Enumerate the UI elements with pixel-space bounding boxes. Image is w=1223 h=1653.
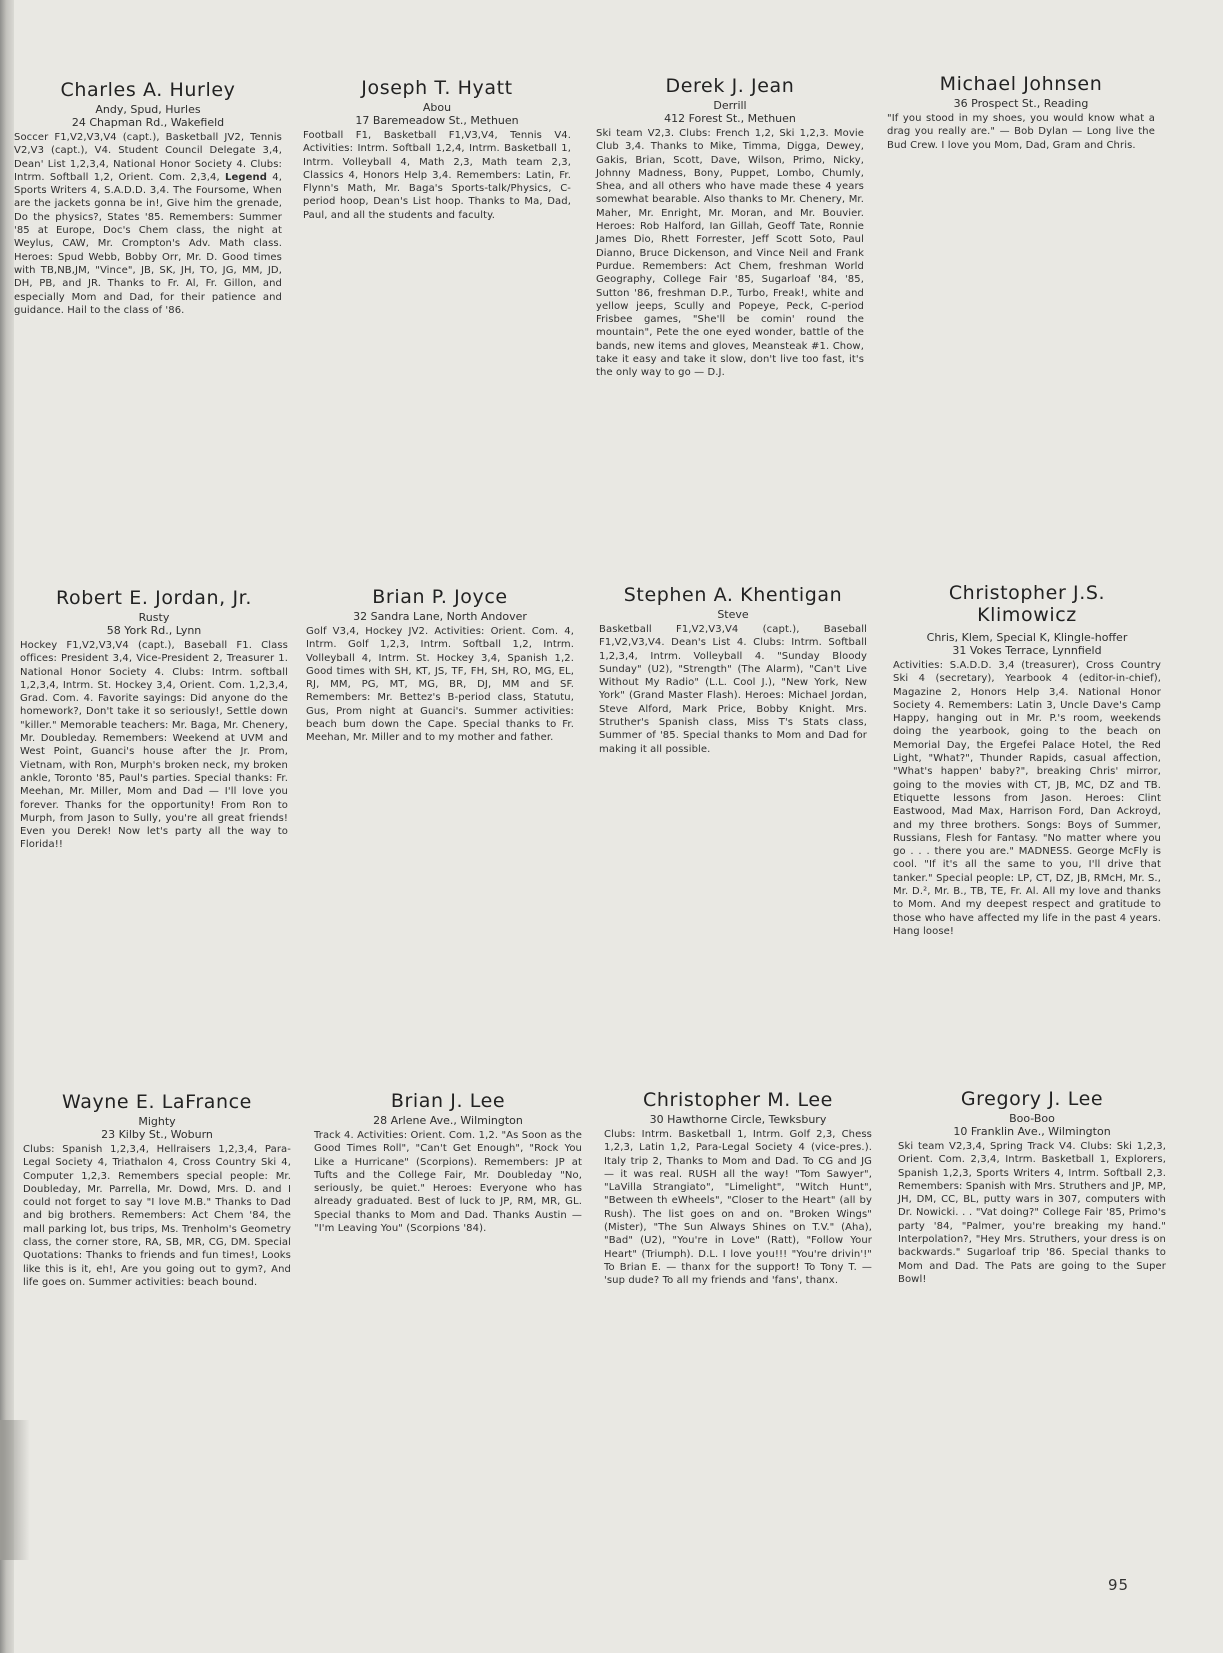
senior-entry-joyce — [306, 586, 574, 745]
student-bio: Ski team V2,3. Clubs: French 1,2, Ski 1,2,3. Movie Club 3,4. Thanks to Mike, Timma, Digga, Dewey, Gakis, Brian, Scott, Dave, Wilson, Primo, Nicky, Johnny Madness, Bony, Puppet, Lombo, Chumly, Shea, and all others who have made these 4 years somewhat bearable. Also thanks to Mr. Chenery, Mr. Maher, Mr. Enright, Mr. Moran, and Mr. Bouvier. Heroes: Rob Halford, Ian Gillah, Geoff Tate, Ronnie James Dio, Rhett Forrester, Jeff Scott Soto, Paul Dianno, Bruce Dickenson, and Vince Neil and Frank Purdue. Remembers: Act Chem, freshman World Geography, College Fair '85, Sugarloaf '84, '85, Sutton '86, freshman D.P., Turbo, Freak!, white and yellow jeeps, Scully and Popeye, Peck, C-period Frisbee games, "She'll be comin' round the mountain", Pete the one eyed wonder, battle of the bands, new items and gloves, Meansteak #1. Chow, take it easy and take it slow, don't live too fast, it's the only way to go — D.J. — [596, 128, 864, 379]
senior-entry-jean — [596, 75, 864, 380]
student-address: 17 Baremeadow St., Methuen — [355, 114, 519, 127]
student-nickname: Derrill — [713, 99, 747, 112]
page-binding-edge — [0, 0, 14, 1653]
senior-entry-brian-lee — [314, 1090, 582, 1235]
senior-entry-christopher-lee — [604, 1089, 872, 1288]
student-address: 36 Prospect St., Reading — [953, 97, 1089, 110]
student-name: Stephen A. Khentigan — [623, 584, 843, 606]
student-address: 32 Sandra Lane, North Andover — [353, 610, 527, 623]
student-name: Christopher J.S. Klimowicz — [948, 582, 1106, 626]
senior-entry-klimowicz — [893, 582, 1161, 938]
senior-entry-johnsen — [887, 73, 1155, 152]
student-name: Christopher M. Lee — [643, 1089, 833, 1111]
senior-entry-hyatt — [303, 77, 571, 222]
student-name: Wayne E. LaFrance — [62, 1091, 252, 1113]
student-name: Michael Johnsen — [939, 73, 1103, 95]
student-address: 23 Kilby St., Woburn — [101, 1128, 213, 1141]
student-nickname: Steve — [717, 608, 749, 621]
page-number: 95 — [1108, 1576, 1130, 1594]
student-name: Brian J. Lee — [390, 1090, 506, 1112]
student-address: 28 Arlene Ave., Wilmington — [373, 1114, 523, 1127]
student-address: 31 Vokes Terrace, Lynnfield — [952, 644, 1102, 657]
student-bio: Ski team V2,3,4, Spring Track V4. Clubs: Ski 1,2,3, Orient. Com. 2,3,4, Intrm. Basketball 1, Explorers, Spanish 1,2,3, Sports Writers 4, Intrm. Softball 2,3. Remembers: Spanish with Mrs. Struthers and JP, MP, JH, DM, CC, BL, putty wars in 307, computers with Dr. Nowicki. . . "Vat doing?" College Fair '85, Primo's party '84, "Palmer, you're breaking my hand." Interpolation?, "Hey Mrs. Struthers, your dress is on backwards." Sugarloaf trip '86. Special thanks to Mom and Dad. The Pats are going to the Super Bowl! — [898, 1141, 1166, 1285]
student-address: 24 Chapman Rd., Wakefield — [71, 116, 225, 129]
senior-entry-gregory-lee — [898, 1088, 1166, 1286]
senior-entry-hurley — [14, 79, 282, 317]
student-name: Joseph T. Hyatt — [361, 77, 513, 99]
student-name: Gregory J. Lee — [960, 1088, 1104, 1110]
student-name: Brian P. Joyce — [372, 586, 508, 608]
student-nickname: Andy, Spud, Hurles — [95, 103, 201, 116]
student-bio: Hockey F1,V2,V3,V4 (capt.), Baseball F1. Class offices: President 3,4, Vice-President 2, Treasurer 1. National Honor Society 4. Clubs: Intrm. softball 1,2,3,4, Intrm. St. Hockey 3,4, Orient. Com. 1,2,3,4, Grad. Com. 4. Favorite sayings: Did anyone do the homework?, Don't take it so seriously!, Settle down "killer." Memorable teachers: Mr. Baga, Mr. Chenery, Mr. Doubleday. Remembers: Weekend at UVM and West Point, Guanci's house after the Jr. Prom, Vietnam, with Ron, Murph's broken neck, my broken ankle, Toronto '85, Paul's parties. Special thanks: Fr. Meehan, Mr. Miller, Mom and Dad — I'll love you forever. Thanks for the opportunity! From Ron to Murph, from Jason to Sully, you're all great friends! Even you Derek! Now let's party all the way to Florida!! — [20, 640, 288, 851]
senior-entry-lafrance — [23, 1091, 291, 1289]
student-bio: Track 4. Activities: Orient. Com. 1,2. "As Soon as the Good Times Roll", "Can't Get Enough", "Rock You Like a Hurricane" (Scorpions). Remembers: JP at Tufts and the College Fair, Mr. Doubleday "No, seriously, be quiet." Heroes: Everyone who has already graduated. Best of luck to JP, RM, MR, GL. Special thanks to Mom and Dad. Thanks Austin — "I'm Leaving You" (Scorpions '84). — [314, 1130, 582, 1235]
student-bio: Clubs: Intrm. Basketball 1, Intrm. Golf 2,3, Chess 1,2,3, Latin 1,2, Para-Legal Society 4 (vice-pres.). Italy trip 2, Thanks to Mom and Dad. To CG and JG — it was real. RUSH all the way! "Tom Sawyer", "LaVilla Strangiato", "Limelight", "Witch Hunt", "Between th eWheels", "Closer to the Heart" (all by Rush). The list goes on and on. "Broken Wings" (Mister), "The Sun Always Shines on T.V." (Aha), "Bad" (U2), "You're in Love" (Ratt), "Follow Your Heart" (Triumph). D.L. I love you!!! "You're drivin'!" To Brian E. — thanx for the support! To Tony T. — 'sup dude? To all my friends and 'fans', thanx. — [604, 1129, 872, 1287]
student-nickname: Abou — [422, 101, 452, 114]
student-nickname: Boo-Boo — [1009, 1112, 1055, 1125]
student-address: 58 York Rd., Lynn — [106, 624, 202, 637]
student-bio: Soccer F1,V2,V3,V4 (capt.), Basketball JV2, Tennis V2,V3 (capt.), V4. Student Council Delegate 3,4, Dean' List 1,2,3,4, National Honor Society 4. Clubs: Intrm. Softball 1,2, Orient. Com. 2,3,4, Legend 4, Sports Writers 4, S.A.D.D. 3,4. The Foursome, When are the jackets gonna be in!, Give him the grenade, Do the physics?, States '85. Remembers: Summer '85 at Europe, Doc's Chem class, the night at Weylus, CAW, Mr. Crompton's Adv. Math class. Heroes: Spud Webb, Bobby Orr, Mr. D. Good times with TB,NB,JM, "Vince", JB, SK, JH, TO, JG, MM, JD, DH, PB, and JR. Thanks to Fr. Al, Fr. Gillon, and especially Mom and Dad, for their patience and guidance. Hail to the class of '86. — [14, 132, 282, 316]
student-nickname: Chris, Klem, Special K, Klingle-hoffer — [926, 631, 1128, 644]
student-bio: Clubs: Spanish 1,2,3,4, Hellraisers 1,2,3,4, Para-Legal Society 4, Triathalon 4, Cross Country Ski 4, Computer 1,2,3. Remembers special people: Mr. Doubleday, Mr. Parrella, Mr. Dowd, Mrs. D. and I could not forget to say "I love M.B." Thanks to Dad and big brothers. Remembers: Act Chem '84, the mall parking lot, bus trips, Ms. Trenholm's Geometry class, the corner store, RA, SB, MR, CG, DM. Special Quotations: Thanks to friends and fun times!, Looks like this is it, eh!, Are you going out to gym?, And life goes on. Summer activities: beach bound. — [23, 1144, 291, 1288]
student-name: Derek J. Jean — [665, 75, 795, 97]
student-address: 10 Franklin Ave., Wilmington — [953, 1125, 1111, 1138]
senior-entry-jordan — [20, 587, 288, 852]
student-name: Charles A. Hurley — [60, 79, 236, 101]
student-bio: Football F1, Basketball F1,V3,V4, Tennis V4. Activities: Intrm. Softball 1,2,4, Intrm. Basketball 1, Intrm. Volleyball 4, Math 2,3, Math team 2,3, Classics 4, Honors Help 3,4. Remembers: Latin, Fr. Flynn's Math, Mr. Baga's Sports-talk/Physics, C-period hoop, Dean's List hoop. Thanks to Ma, Dad, Paul, and all the students and faculty. — [303, 130, 571, 221]
student-bio: Activities: S.A.D.D. 3,4 (treasurer), Cross Country Ski 4 (secretary), Yearbook 4 (editor-in-chief), Magazine 2, Honors Help 3,4. National Honor Society 4. Remembers: Latin 3, Uncle Dave's Camp Happy, hanging out in Mr. P.'s room, weekends doing the yearbook, going to the beach on Memorial Day, the Ergefei Palace Hotel, the Red Light, "What?", Thunder Rapids, casual affection, "What's happen' baby?", breaking Chris' mirror, going to the movies with CT, JB, MC, DZ and TB. Etiquette lessons from Jason. Heroes: Clint Eastwood, Mad Max, Harrison Ford, Dan Ackroyd, and my three brothers. Songs: Boys of Summer, Russians, Flesh for Fantasy. "No matter where you go . . . there you are." MADNESS. George McFly is cool. "If it's all the same to you, I'll drive that tanker." Special people: LP, CT, DZ, JB, RMcH, Mr. S., Mr. D.², Mr. B., TB, TE, Fr. Al. All my love and thanks to Mom. And my deepest respect and gratitude to those who have affected my life in the past 4 years. Hang loose! — [893, 660, 1161, 937]
student-address: 30 Hawthorne Circle, Tewksbury — [649, 1113, 827, 1126]
student-bio: Golf V3,4, Hockey JV2. Activities: Orient. Com. 4, Intrm. Golf 1,2,3, Intrm. Softball 1,2, Intrm. Volleyball 4, Intrm. St. Hockey 3,4, Spanish 1,2. Good times with SH, KT, JS, TF, FH, SH, RO, MG, EL, RJ, MM, PG, MT, MG, BR, DJ, MM and SF. Remembers: Mr. Bettez's B-period class, Statutu, Gus, Prom night at Guanci's. Summer activities: beach bum down the Cape. Special thanks to Fr. Meehan, Mr. Miller and to my mother and father. — [306, 626, 574, 744]
student-address: 412 Forest St., Methuen — [664, 112, 796, 125]
student-nickname: Mighty — [138, 1115, 176, 1128]
bold-word: Legend — [225, 171, 267, 183]
senior-entry-khentigan — [599, 584, 867, 756]
student-bio: Basketball F1,V2,V3,V4 (capt.), Baseball F1,V2,V3,V4. Dean's List 4. Clubs: Intrm. Softball 1,2,3,4, Intrm. Volleyball 4. "Sunday Bloody Sunday" (U2), "Strength" (The Alarm), "Can't Live Without My Radio" (L.L. Cool J.), "New York, New York" (Grand Master Flash). Heroes: Michael Jordan, Steve Alford, Mark Price, Bobby Knight. Mrs. Struther's Spanish class, Miss T's Stats class, Summer of '85. Special thanks to Mom and Dad for making it all possible. — [599, 624, 867, 755]
student-nickname: Rusty — [138, 611, 170, 624]
student-bio: "If you stood in my shoes, you would know what a drag you really are." — Bob Dylan — Long live the Bud Crew. I love you Mom, Dad, Gram and Chris. — [887, 113, 1155, 151]
student-name: Robert E. Jordan, Jr. — [56, 587, 252, 609]
binding-shadow — [0, 1420, 30, 1560]
